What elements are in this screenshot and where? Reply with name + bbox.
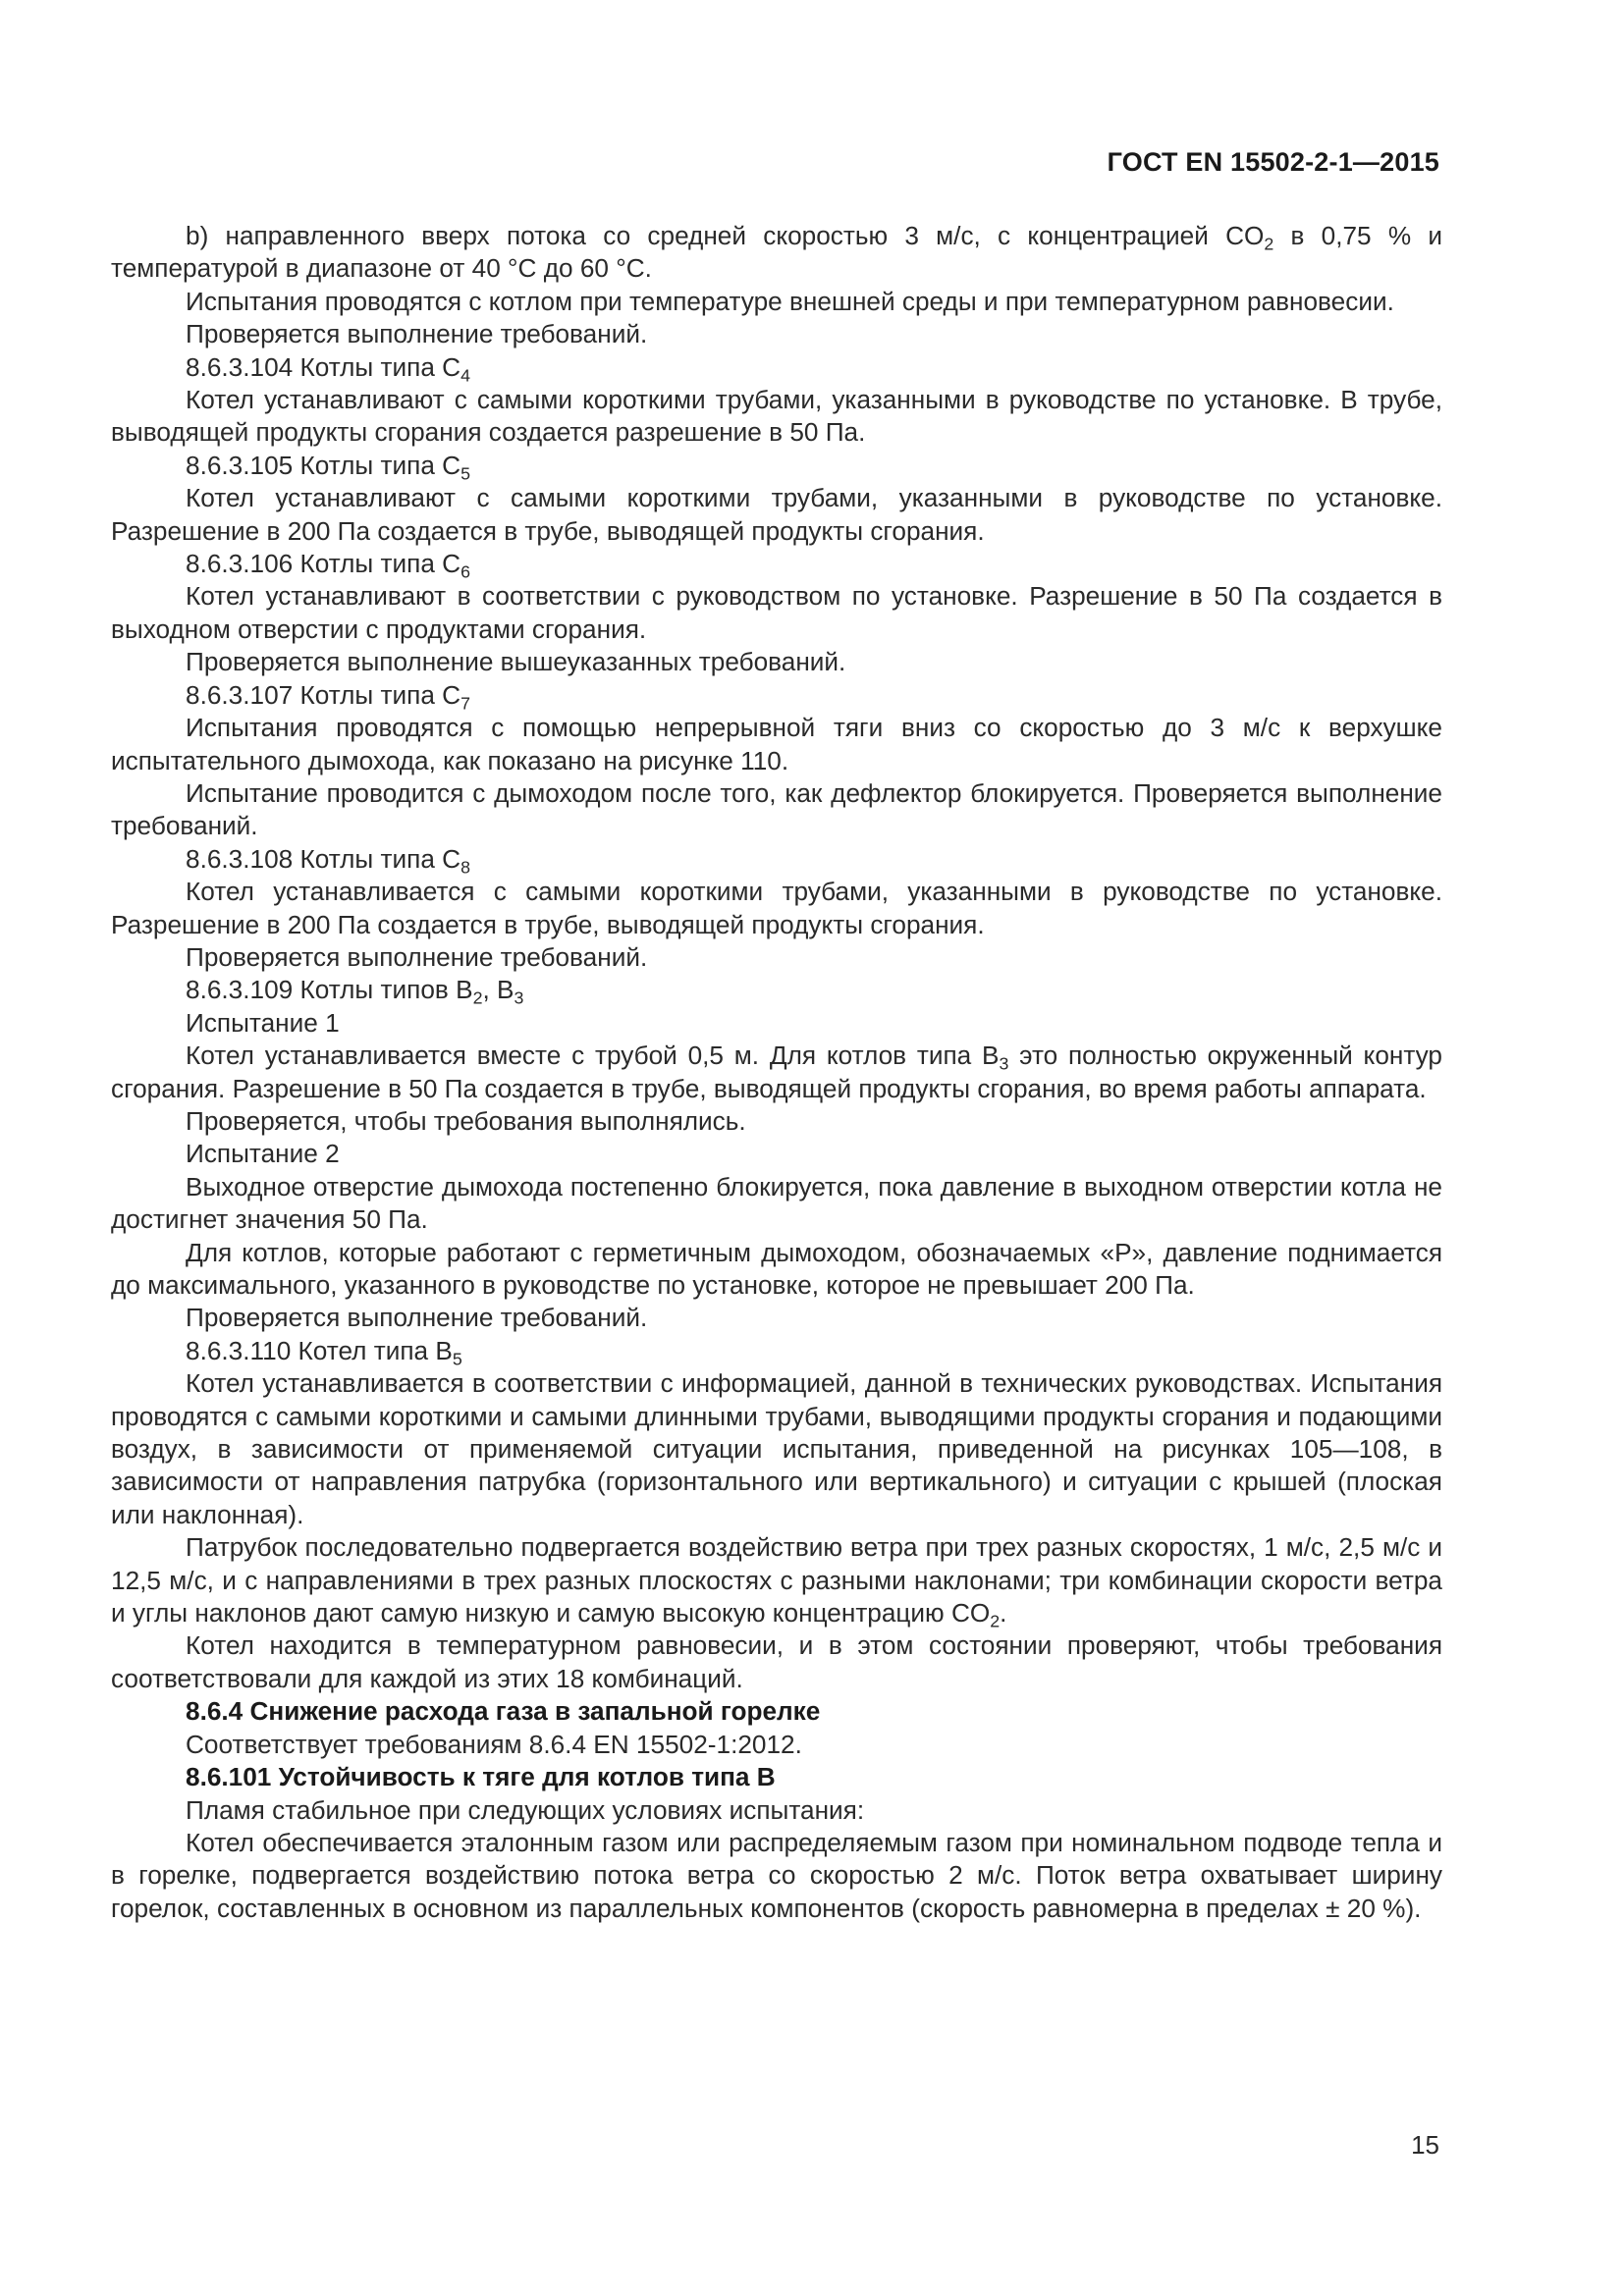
section-heading: 8.6.4 Снижение расхода газа в запальной горелке bbox=[186, 1696, 821, 1727]
paragraph: Для котлов, которые работают с герметичным дымоходом, обозначаемых «P», давление поднимается до максимального, указанного в руководстве по установке, которое не превышает 200 Па. bbox=[111, 1237, 1442, 1300]
paragraph: Котел обеспечивается эталонным газом или распределяемым газом при номинальном подводе тепла и в горелке, подвергается воздействию потока ветра со скоростью 2 м/с. Поток ветра охватывает ширину горелок, составленных в основном из параллельных компонентов (скорость равномерна в пределах ± 20 %). bbox=[111, 1827, 1442, 1923]
paragraph: 8.6.3.109 Котлы типов $B_2$, $B_3$ bbox=[186, 975, 524, 1009]
subscript: 8 bbox=[460, 857, 470, 878]
paragraph: Котел устанавливается вместе с трубой 0,5 м. Для котлов типа $B_3$ это полностью окруженный контур сгорания. Разрешение в 50 Па создается в трубе, выводящей продукты сгорания, во время работы аппарата. bbox=[111, 1041, 1442, 1103]
paragraph: Проверяется выполнение вышеуказанных требований. bbox=[186, 647, 846, 677]
subscript: 7 bbox=[460, 693, 470, 714]
subscript: 4 bbox=[460, 365, 470, 386]
paragraph: b) направленного вверх потока со средней скоростью 3 м/с, с концентрацией $CO_2$ в 0,75 % и температурой в диапазоне от 40 °C до 60 °C. bbox=[111, 221, 1442, 284]
paragraph: 8.6.3.105 Котлы типа $C_5$ bbox=[186, 450, 470, 484]
paragraph: Испытания проводятся с котлом при температуре внешней среды и при температурном равновесии. bbox=[186, 286, 1394, 316]
paragraph: Котел устанавливается с самыми короткими трубами, указанными в руководстве по установке. Разрешение в 200 Па создается в трубе, выводящей продукты сгорания. bbox=[111, 877, 1442, 939]
subscript: 2 bbox=[1264, 234, 1274, 254]
paragraph: Котел устанавливают в соответствии с руководством по установке. Разрешение в 50 Па создается в выходном отверстии с продуктами сгорания. bbox=[111, 581, 1442, 644]
paragraph: 8.6.3.106 Котлы типа $C_6$ bbox=[186, 549, 470, 582]
paragraph: Проверяется, чтобы требования выполнялись. bbox=[186, 1105, 746, 1136]
paragraph: Проверяется выполнение требований. bbox=[186, 319, 648, 349]
paragraph: Соответствует требованиям 8.6.4 EN 15502-1:2012. bbox=[186, 1729, 802, 1759]
paragraph: Пламя стабильное при следующих условиях испытания: bbox=[186, 1794, 865, 1825]
subscript: 2 bbox=[472, 988, 483, 1009]
subscript: 6 bbox=[460, 561, 470, 582]
paragraph: Котел устанавливается в соответствии с информацией, данной в технических руководствах. Испытания проводятся с самыми короткими и самыми длинными трубами, выводящими продукты сгорания и подающими воздух, в зависимости от применяемой ситуации испытания, приведенной на рисунках 105—108, в зависимости от направления патрубка (горизонтального или вертикального) и ситуации с крышей (плоская или наклонная). bbox=[111, 1368, 1442, 1529]
document-body bbox=[111, 220, 1442, 1925]
subscript: 2 bbox=[990, 1611, 1001, 1631]
paragraph: 8.6.3.110 Котел типа $B_5$ bbox=[186, 1335, 462, 1369]
page-number: 15 bbox=[1411, 2130, 1439, 2160]
section-heading: 8.6.101 Устойчивость к тяге для котлов типа B bbox=[186, 1762, 776, 1792]
paragraph: Котел находится в температурном равновесии, и в этом состоянии проверяют, чтобы требования соответствовали для каждой из этих 18 комбинаций. bbox=[111, 1630, 1442, 1693]
paragraph: 8.6.3.108 Котлы типа $C_8$ bbox=[186, 843, 470, 878]
paragraph: Выходное отверстие дымохода постепенно блокируется, пока давление в выходном отверстии котла не достигнет значения 50 Па. bbox=[111, 1171, 1442, 1235]
subscript: 5 bbox=[460, 463, 470, 484]
paragraph: Испытание 2 bbox=[186, 1139, 340, 1169]
paragraph: Испытание 1 bbox=[186, 1007, 340, 1038]
paragraph: Проверяется выполнение требований. bbox=[186, 1303, 648, 1333]
paragraph: Котел устанавливают с самыми короткими трубами, указанными в руководстве по установке. Разрешение в 200 Па создается в трубе, выводящей продукты сгорания. bbox=[111, 483, 1442, 546]
paragraph: 8.6.3.104 Котлы типа $C_4$ bbox=[186, 351, 470, 386]
subscript: 3 bbox=[514, 988, 524, 1009]
paragraph: Испытания проводятся с помощью непрерывной тяги вниз со скоростью до 3 м/с к верхушке испытательного дымохода, как показано на рисунке 110. bbox=[111, 713, 1442, 775]
paragraph: 8.6.3.107 Котлы типа $C_7$ bbox=[186, 679, 470, 714]
paragraph: Патрубок последовательно подвергается воздействию ветра при трех разных скоростях, 1 м/с, 2,5 м/с и 12,5 м/с, и с направлениями в трех разных плоскостях с разными наклонами; три комбинации скорости ветра и углы наклонов дают самую низкую и самую высокую концентрацию $CO_2$. bbox=[111, 1532, 1442, 1631]
standard-id-header: ГОСТ EN 15502-2-1—2015 bbox=[1107, 147, 1439, 177]
subscript: 5 bbox=[452, 1349, 462, 1369]
subscript: 3 bbox=[999, 1053, 1009, 1074]
paragraph: Котел устанавливают с самыми короткими трубами, указанными в руководстве по установке. В трубе, выводящей продукты сгорания создается разрешение в 50 Па. bbox=[111, 385, 1442, 448]
paragraph: Испытание проводится с дымоходом после того, как дефлектор блокируется. Проверяется выполнение требований. bbox=[111, 777, 1442, 841]
paragraph: Проверяется выполнение требований. bbox=[186, 941, 648, 972]
